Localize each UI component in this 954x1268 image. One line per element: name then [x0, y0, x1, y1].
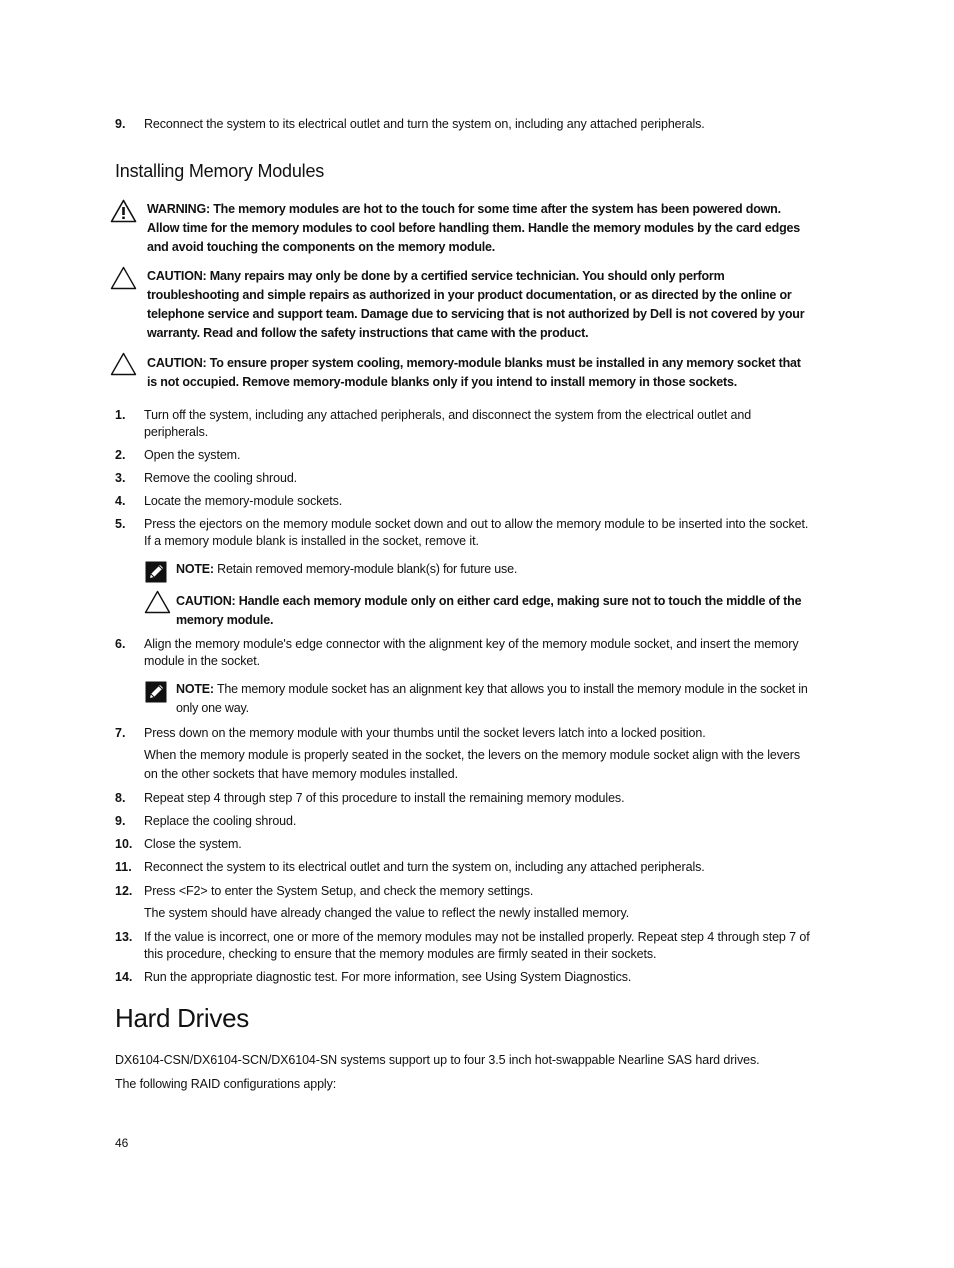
step-number: 12. — [115, 884, 133, 898]
note-label: NOTE: — [176, 562, 214, 576]
caution-icon — [144, 590, 171, 614]
step-text: Press <F2> to enter the System Setup, and check the memory settings. — [144, 884, 534, 898]
note-label: NOTE: — [176, 682, 214, 696]
step-detail: When the memory module is properly seated in the socket, the levers on the memory module socket align with the levers on the other sockets that have memory modules installed. — [144, 748, 800, 781]
warning-icon — [110, 199, 137, 223]
step-text: Remove the cooling shroud. — [144, 471, 298, 485]
step-text: Close the system. — [144, 837, 242, 851]
caution-text: CAUTION: Handle each memory module only on either card edge, making sure not to touch the middle of the memory module. — [176, 594, 802, 627]
note-text — [176, 680, 816, 718]
step-text: Align the memory module's edge connector with the alignment key of the memory module socket, and insert the memory module in the socket. — [144, 637, 799, 668]
step-number: 7. — [115, 726, 126, 740]
step-number: 1. — [115, 408, 126, 422]
caution-icon — [110, 266, 137, 290]
step-number: 6. — [115, 637, 126, 651]
paragraph: The following RAID configurations apply: — [115, 1077, 337, 1091]
step-text: If the value is incorrect, one or more of the memory modules may not be installed properly. Repeat step 4 through step 7 of this procedure, checking to ensure that the memory modules are firmly seated in their sockets. — [144, 930, 810, 961]
step-text: Locate the memory-module sockets. — [144, 494, 343, 508]
step-number: 14. — [115, 970, 133, 984]
section-title: Installing Memory Modules — [115, 161, 325, 181]
step-text: Replace the cooling shroud. — [144, 814, 297, 828]
page-number: 46 — [115, 1136, 129, 1150]
step-text: Reconnect the system to its electrical outlet and turn the system on, including any attached peripherals. — [144, 860, 705, 874]
warning-text: WARNING: The memory modules are hot to the touch for some time after the system has been powered down. Allow time for the memory modules to cool before handling them. Handle the memory modules by the card edges and avoid touching the components on the memory module. — [147, 202, 801, 254]
step-number: 10. — [115, 837, 133, 851]
step-number: 9. — [115, 814, 126, 828]
caution-text: CAUTION: To ensure proper system cooling, memory-module blanks must be installed in any memory socket that is not occupied. Remove memory-module blanks only if you intend to install memory in those sockets. — [147, 356, 801, 389]
step-number: 11. — [115, 860, 132, 874]
step-detail: The system should have already changed the value to reflect the newly installed memory. — [144, 906, 630, 920]
step-text: Run the appropriate diagnostic test. For more information, see Using System Diagnostics. — [144, 970, 632, 984]
step-text: Reconnect the system to its electrical outlet and turn the system on, including any attached peripherals. — [144, 117, 705, 131]
caution-text: CAUTION: Many repairs may only be done by a certified service technician. You should only perform troubleshooting and simple repairs as authorized in your product documentation, or as directed by the online or telephone service and support team. Damage due to servicing that is not authorized by Dell is not covered by your warranty. Read and follow the safety instructions that came with the product. — [147, 269, 805, 340]
step-text: Press the ejectors on the memory module socket down and out to allow the memory module to be inserted into the socket. If a memory module blank is installed in the socket, remove it. — [144, 517, 809, 548]
step-number: 2. — [115, 448, 126, 462]
step-text: Turn off the system, including any attached peripherals, and disconnect the system from the electrical outlet and peripherals. — [144, 408, 752, 439]
note-pencil-icon — [145, 681, 167, 703]
note-pencil-icon — [145, 561, 167, 583]
step-number: 9. — [115, 117, 126, 131]
note-body: The memory module socket has an alignment key that allows you to install the memory module in the socket in only one way. — [176, 682, 808, 715]
paragraph: DX6104-CSN/DX6104-SCN/DX6104-SN systems support up to four 3.5 inch hot-swappable Nearline SAS hard drives. — [115, 1053, 760, 1067]
step-text: Press down on the memory module with your thumbs until the socket levers latch into a locked position. — [144, 726, 706, 740]
note-text — [176, 560, 816, 579]
caution-icon — [110, 352, 137, 376]
chapter-title: Hard Drives — [115, 1003, 249, 1033]
step-number: 4. — [115, 494, 126, 508]
step-number: 8. — [115, 791, 126, 805]
step-text: Open the system. — [144, 448, 241, 462]
note-body: Retain removed memory-module blank(s) for future use. — [213, 562, 518, 576]
step-number: 5. — [115, 517, 126, 531]
step-number: 13. — [115, 930, 133, 944]
step-text: Repeat step 4 through step 7 of this procedure to install the remaining memory modules. — [144, 791, 625, 805]
step-number: 3. — [115, 471, 126, 485]
